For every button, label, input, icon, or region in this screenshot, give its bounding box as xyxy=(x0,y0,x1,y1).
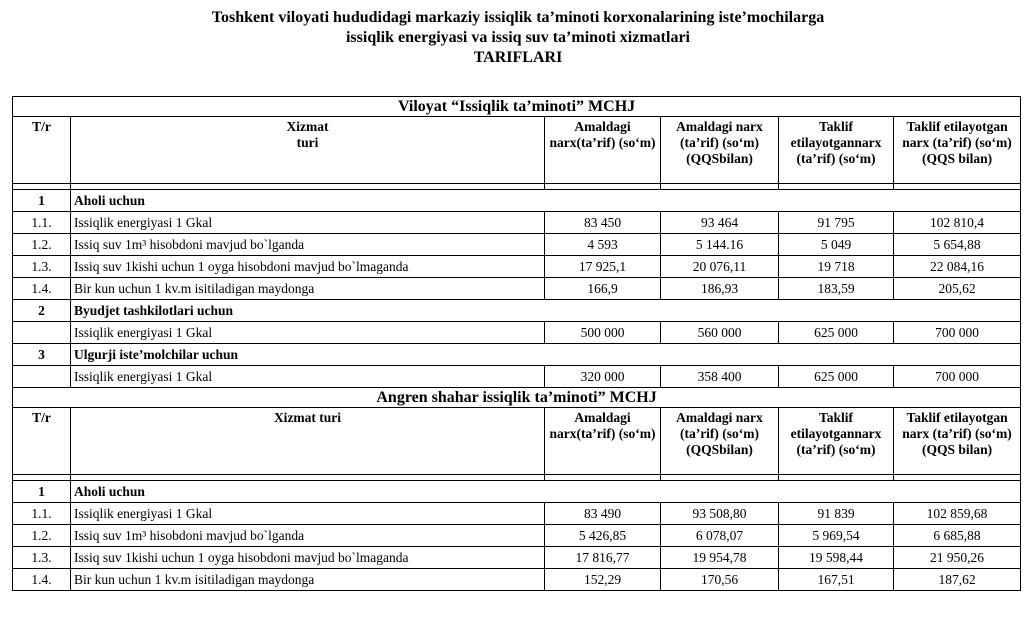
section-number: 3 xyxy=(13,344,71,366)
tariff-table xyxy=(12,96,1021,591)
service-name: Issiq suv 1m³ hisobdoni mavjud bo`lganda xyxy=(71,525,545,547)
table-row xyxy=(13,234,1021,256)
price-cell: 5 654,88 xyxy=(894,234,1021,256)
row-number: 1.1. xyxy=(13,212,71,234)
table-row xyxy=(13,547,1021,569)
column-header: Xizmat turi xyxy=(71,408,545,475)
service-name: Bir kun uchun 1 kv.m isitiladigan maydonga xyxy=(71,278,545,300)
column-header: T/r xyxy=(13,117,71,184)
price-cell: 700 000 xyxy=(894,366,1021,388)
table-row xyxy=(13,322,1021,344)
price-cell: 5 426,85 xyxy=(545,525,661,547)
section-name: Aholi uchun xyxy=(71,481,1021,503)
price-cell: 4 593 xyxy=(545,234,661,256)
section-row xyxy=(13,190,1021,212)
price-cell: 83 450 xyxy=(545,212,661,234)
price-cell: 166,9 xyxy=(545,278,661,300)
price-cell: 152,29 xyxy=(545,569,661,591)
column-header: Taklif etilayotgannarx (ta’rif) (so‘m) xyxy=(779,117,894,184)
service-name: Bir kun uchun 1 kv.m isitiladigan maydonga xyxy=(71,569,545,591)
column-header: Amaldagi narx (ta’rif) (so‘m) (QQSbilan) xyxy=(661,408,779,475)
title-line-3: TARIFLARI xyxy=(473,49,563,66)
table-row xyxy=(13,256,1021,278)
price-cell: 91 839 xyxy=(779,503,894,525)
price-cell: 167,51 xyxy=(779,569,894,591)
row-number: 1.2. xyxy=(13,525,71,547)
row-number: 1.4. xyxy=(13,569,71,591)
price-cell: 6 078,07 xyxy=(661,525,779,547)
price-cell: 102 810,4 xyxy=(894,212,1021,234)
service-name: Issiq suv 1m³ hisobdoni mavjud bo`lganda xyxy=(71,234,545,256)
service-name: Issiqlik energiyasi 1 Gkal xyxy=(71,322,545,344)
title-line-1: Toshkent viloyati hududidagi markaziy issiqlik ta’minoti korxonalarining iste’mochilarga xyxy=(211,9,825,26)
price-cell: 5 144.16 xyxy=(661,234,779,256)
price-cell: 700 000 xyxy=(894,322,1021,344)
row-number xyxy=(13,366,71,388)
service-name: Issiq suv 1kishi uchun 1 oyga hisobdoni mavjud bo`lmaganda xyxy=(71,256,545,278)
column-header: Taklif etilayotgan narx (ta’rif) (so‘m)(QQS bilan) xyxy=(894,117,1021,184)
section-number: 1 xyxy=(13,190,71,212)
price-cell: 170,56 xyxy=(661,569,779,591)
header-row xyxy=(13,117,1021,184)
org-row xyxy=(13,388,1021,408)
column-header: Amaldagi narx (ta’rif) (so‘m) (QQSbilan) xyxy=(661,117,779,184)
price-cell: 6 685,88 xyxy=(894,525,1021,547)
service-name: Issiqlik energiyasi 1 Gkal xyxy=(71,366,545,388)
price-cell: 91 795 xyxy=(779,212,894,234)
price-cell: 183,59 xyxy=(779,278,894,300)
price-cell: 5 049 xyxy=(779,234,894,256)
table-row xyxy=(13,503,1021,525)
table-row xyxy=(13,366,1021,388)
price-cell: 187,62 xyxy=(894,569,1021,591)
price-cell: 560 000 xyxy=(661,322,779,344)
service-name: Issiqlik energiyasi 1 Gkal xyxy=(71,212,545,234)
section-number: 1 xyxy=(13,481,71,503)
price-cell: 500 000 xyxy=(545,322,661,344)
document-title xyxy=(0,8,1036,68)
service-name: Issiq suv 1kishi uchun 1 oyga hisobdoni mavjud bo`lmaganda xyxy=(71,547,545,569)
price-cell: 19 718 xyxy=(779,256,894,278)
price-cell: 205,62 xyxy=(894,278,1021,300)
price-cell: 93 508,80 xyxy=(661,503,779,525)
price-cell: 358 400 xyxy=(661,366,779,388)
price-cell: 22 084,16 xyxy=(894,256,1021,278)
price-cell: 19 954,78 xyxy=(661,547,779,569)
row-number: 1.4. xyxy=(13,278,71,300)
price-cell: 20 076,11 xyxy=(661,256,779,278)
row-number xyxy=(13,322,71,344)
price-cell: 83 490 xyxy=(545,503,661,525)
price-cell: 17 925,1 xyxy=(545,256,661,278)
price-cell: 17 816,77 xyxy=(545,547,661,569)
column-header: Xizmat turi xyxy=(71,117,545,184)
title-line-2: issiqlik energiyasi va issiq suv ta’minoti xizmatlari xyxy=(345,29,690,46)
org-name: Viloyat “Issiqlik ta’minoti” MCHJ xyxy=(13,97,1021,117)
price-cell: 102 859,68 xyxy=(894,503,1021,525)
column-header: Taklif etilayotgan narx (ta’rif) (so‘m)(QQS bilan) xyxy=(894,408,1021,475)
header-row xyxy=(13,408,1021,475)
row-number: 1.3. xyxy=(13,547,71,569)
section-row xyxy=(13,481,1021,503)
price-cell: 5 969,54 xyxy=(779,525,894,547)
row-number: 1.3. xyxy=(13,256,71,278)
row-number: 1.2. xyxy=(13,234,71,256)
table-row xyxy=(13,569,1021,591)
row-number: 1.1. xyxy=(13,503,71,525)
column-header: T/r xyxy=(13,408,71,475)
table-row xyxy=(13,212,1021,234)
org-name: Angren shahar issiqlik ta’minoti” MCHJ xyxy=(13,388,1021,408)
section-row xyxy=(13,300,1021,322)
section-name: Ulgurji isteʼmolchilar uchun xyxy=(71,344,1021,366)
price-cell: 625 000 xyxy=(779,366,894,388)
org-row xyxy=(13,97,1021,117)
price-cell: 93 464 xyxy=(661,212,779,234)
table-row xyxy=(13,525,1021,547)
service-name: Issiqlik energiyasi 1 Gkal xyxy=(71,503,545,525)
column-header: Amaldagi narx(ta’rif) (so‘m) xyxy=(545,408,661,475)
column-header: Taklif etilayotgannarx (ta’rif) (so‘m) xyxy=(779,408,894,475)
column-header: Amaldagi narx(ta’rif) (so‘m) xyxy=(545,117,661,184)
price-cell: 320 000 xyxy=(545,366,661,388)
price-cell: 186,93 xyxy=(661,278,779,300)
section-number: 2 xyxy=(13,300,71,322)
price-cell: 19 598,44 xyxy=(779,547,894,569)
price-cell: 625 000 xyxy=(779,322,894,344)
price-cell: 21 950,26 xyxy=(894,547,1021,569)
section-name: Aholi uchun xyxy=(71,190,1021,212)
section-name: Byudjet tashkilotlari uchun xyxy=(71,300,1021,322)
table-row xyxy=(13,278,1021,300)
section-row xyxy=(13,344,1021,366)
